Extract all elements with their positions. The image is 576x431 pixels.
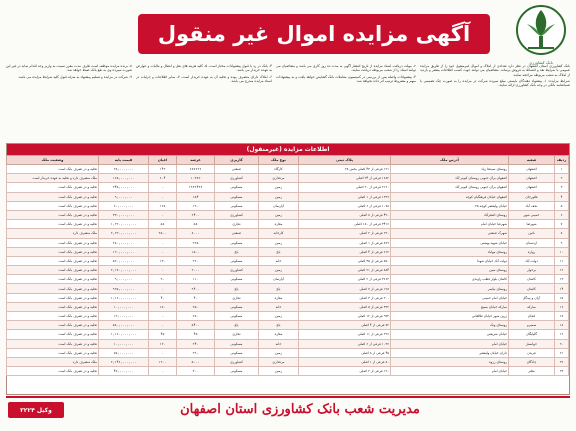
table-title: اطلاعات مزایده (غیرمنقول) bbox=[7, 144, 569, 155]
table-cell: ۲۸,۰۰۰,۰۰۰ bbox=[99, 165, 149, 174]
table-cell: ۹,۰۰۰,۰۰۰ bbox=[99, 192, 149, 201]
table-cell: ۸ bbox=[555, 229, 569, 238]
table-cell: ۱۵ bbox=[555, 293, 569, 302]
intro-paragraph: ۴- بانک در رد یا قبول پیشنهادات مختار است. ۵- کلیه هزینه های نقل و انتقال و مالیات و عوارض به عهده خریدار می باشد. bbox=[136, 64, 272, 73]
table-cell: ۲۲۰ فرعی از ۲ اصلی bbox=[299, 229, 391, 238]
table-cell: ۲۴۵,۰۰۰,۰۰۰ bbox=[99, 183, 149, 192]
table-cell: زمین bbox=[259, 348, 299, 357]
table-cell: ۲,۱۷۰,۰۰۰,۰۰۰ bbox=[99, 266, 149, 275]
table-cell: ۳۲۲ فرعی از ۵ اصلی bbox=[299, 302, 391, 311]
table-cell: ۱۵۴ bbox=[177, 192, 215, 201]
table-cell: ۷ bbox=[555, 220, 569, 229]
table-cell: روستای نیاسر bbox=[391, 284, 509, 293]
table-cell: مغازه bbox=[259, 293, 299, 302]
table-cell: باغ bbox=[259, 321, 299, 330]
table-cell: ۹۴۰۰ bbox=[177, 284, 215, 293]
table-cell: ۲۲۶ فرعی از ۱۱ اصلی bbox=[299, 330, 391, 339]
table-cell: مرغداری bbox=[259, 357, 299, 366]
table-row bbox=[7, 367, 569, 376]
table-cell: ۰ bbox=[149, 348, 177, 357]
table-cell: خیابان امام bbox=[391, 367, 509, 376]
table-cell: ۰ bbox=[149, 238, 177, 247]
table-cell: ۱۰,۰۰۰,۰۰۰ bbox=[99, 339, 149, 348]
header bbox=[0, 0, 576, 64]
table-cell: ۵۲۰,۰۰۰,۰۰۰ bbox=[99, 256, 149, 265]
table-cell: ۱۶ bbox=[555, 302, 569, 311]
table-cell: دولت آباد خیابان شهدا bbox=[391, 256, 509, 265]
table-cell: تخلیه و در تصرف بانک است bbox=[7, 312, 99, 321]
table-cell: ۴۵ bbox=[149, 330, 177, 339]
table-cell: ملک متصرف دارد و تخلیه به عهده خریدار است bbox=[7, 174, 99, 183]
table-cell: ۲۲۰ bbox=[177, 256, 215, 265]
table-cell: کشاورزی bbox=[215, 210, 259, 219]
logo-caption: بانک کشاورزی bbox=[529, 60, 553, 65]
table-row bbox=[7, 192, 569, 201]
page-title: آگهی مزایده اموال غیر منقول bbox=[138, 14, 490, 54]
table-cell: نجف آباد bbox=[509, 201, 555, 210]
table-cell: ۵۴۰۰ bbox=[177, 321, 215, 330]
table-cell: روستای ونک bbox=[391, 321, 509, 330]
table-cell: ۱۸۰ bbox=[149, 302, 177, 311]
table-cell: زمین bbox=[259, 192, 299, 201]
table-cell: تخلیه و در تصرف بانک است bbox=[7, 284, 99, 293]
table-cell: مرغداری bbox=[259, 174, 299, 183]
table-cell: تخلیه و در تصرف بانک است bbox=[7, 302, 99, 311]
table-cell: ۲۸۰ bbox=[177, 312, 215, 321]
table-cell: ۵۷۰ فرعی از ۳۵ اصلی bbox=[299, 256, 391, 265]
auction-table bbox=[6, 143, 570, 395]
table-cell: ۳۴۱۶ فرعی از ۱۸۰ اصلی bbox=[299, 220, 391, 229]
table-cell: ۷۲ فرعی از ۴ اصلی bbox=[299, 321, 391, 330]
table-cell: مسکونی bbox=[215, 192, 259, 201]
table-cell: شهرک صنعتی bbox=[391, 229, 509, 238]
table-cell: ۱۲۰ فرعی از ۲ اصلی bbox=[299, 367, 391, 376]
intro-column-4 bbox=[6, 64, 132, 140]
table-cell: ملک متصرف دارد bbox=[7, 357, 99, 366]
table-cell: ۲۳ bbox=[555, 367, 569, 376]
table-cell: ۲۰ bbox=[555, 339, 569, 348]
table-cell: مسکونی bbox=[215, 201, 259, 210]
table-cell: آران و بیدگل bbox=[509, 293, 555, 302]
table-cell: ۰ bbox=[149, 321, 177, 330]
table-cell: ۲۸۰,۰۰۰,۰۰۰ bbox=[99, 238, 149, 247]
table-cell: خانه bbox=[259, 339, 299, 348]
table-cell: آپارتمان bbox=[259, 275, 299, 284]
table-cell: ملک متصرف دارد bbox=[7, 229, 99, 238]
table-cell: مسکونی bbox=[215, 256, 259, 265]
table-cell: ۴ bbox=[555, 192, 569, 201]
table-cell: خانه bbox=[259, 256, 299, 265]
table-cell: ۴۸,۰۰۰,۰۰۰ bbox=[99, 367, 149, 376]
table-cell: روستای سین bbox=[391, 266, 509, 275]
table-cell: ۱۷ bbox=[555, 312, 569, 321]
column-header: قیمت پایه bbox=[99, 156, 149, 165]
table-row bbox=[7, 183, 569, 192]
table-row bbox=[7, 293, 569, 302]
table-cell: ۴۰ bbox=[177, 293, 215, 302]
table-cell: ۰ bbox=[149, 247, 177, 256]
table-cell: نطنز bbox=[509, 367, 555, 376]
table-cell: روستای مهاباد bbox=[391, 247, 509, 256]
table-cell: اصفهان bbox=[509, 165, 555, 174]
table-cell: باغ bbox=[215, 321, 259, 330]
table-cell: ۱۸ bbox=[555, 321, 569, 330]
table-cell: باغ bbox=[259, 247, 299, 256]
table-row bbox=[7, 321, 569, 330]
table-cell: تخلیه و در تصرف بانک است bbox=[7, 220, 99, 229]
table-cell: ۵۸۰,۰۰۰,۰۰۰ bbox=[99, 321, 149, 330]
table-cell: گلپایگان bbox=[509, 330, 555, 339]
table-cell: چادگان bbox=[509, 357, 555, 366]
table-cell: زمین bbox=[259, 312, 299, 321]
table-cell: تخلیه و در تصرف بانک است bbox=[7, 210, 99, 219]
table-cell: ۱۶۵,۰۰۰,۰۰۰ bbox=[99, 174, 149, 183]
table-cell: ۹۲۵,۰۰۰,۰۰۰ bbox=[99, 284, 149, 293]
table-cell: تخلیه و در تصرف بانک است bbox=[7, 275, 99, 284]
column-header: نوع ملک bbox=[259, 156, 299, 165]
table-cell: تجاری bbox=[215, 293, 259, 302]
table-cell: برخوار bbox=[509, 266, 555, 275]
table-cell: ۶۸۷۶۲۶ bbox=[177, 165, 215, 174]
table-cell: تخلیه و در تصرف بانک است bbox=[7, 339, 99, 348]
table-cell: کارخانه bbox=[259, 229, 299, 238]
table-cell: ۳۳۰,۰۰۰,۰۰۰ bbox=[99, 210, 149, 219]
table-cell: ۲۹۰ bbox=[177, 348, 215, 357]
table-cell: زمین bbox=[259, 238, 299, 247]
table-cell: ۲۱۹۰ فرعی از ۲۰ اصلی bbox=[299, 183, 391, 192]
intro-paragraph: ۹- شرکت در مزایده و تسلیم پیشنهاد به منزله قبول کلیه شرایط مزایده می باشد. bbox=[17, 74, 132, 79]
table-cell: مسکونی bbox=[215, 238, 259, 247]
column-header: شعبه bbox=[509, 156, 555, 165]
table-cell: لنجان bbox=[509, 312, 555, 321]
intro-column-3 bbox=[136, 64, 272, 140]
column-header: ردیف bbox=[555, 156, 569, 165]
table-cell: تخلیه و در تصرف بانک است bbox=[7, 266, 99, 275]
intro-text bbox=[6, 64, 570, 140]
table-cell: ۲۰۰ فرعی از ۳ اصلی bbox=[299, 293, 391, 302]
intro-paragraph: بانک کشاورزی استان اصفهان در نظر دارد تعدادی از املاک و اموال غیرمنقول خود را از طریق مزایده عمومی با شرایط نقد و اقساط به فروش برساند. متقاضیان می توانند جهت کسب اطلاعات بیشتر و بازدید از املاک به شعب مربوطه مراجعه نمایند. bbox=[420, 64, 570, 77]
intro-paragraph: ۳- پیشنهادات واصله پس از بررسی در کمیسیون معاملات بانک گشایش خواهد یافت و به پیشنهادات مبهم و مشروط ترتیب اثر داده نخواهد شد. bbox=[276, 74, 416, 83]
table-cell: زمین bbox=[259, 266, 299, 275]
table-cell: ۲۰۰۰ bbox=[177, 266, 215, 275]
column-header: اعیان bbox=[149, 156, 177, 165]
table-row bbox=[7, 348, 569, 357]
table-cell: سمیرم bbox=[509, 321, 555, 330]
table-cell: تخلیه و در تصرف بانک است bbox=[7, 247, 99, 256]
table-row bbox=[7, 302, 569, 311]
table-cell: تخلیه و در تصرف بانک است bbox=[7, 192, 99, 201]
table-cell: کاشان bbox=[509, 284, 555, 293]
table-cell: ۵ bbox=[555, 201, 569, 210]
table-cell: ۱,۲۲۰,۰۰۰,۰۰۰ bbox=[99, 220, 149, 229]
table-cell: ۰ bbox=[149, 266, 177, 275]
table-cell: تجاری bbox=[215, 330, 259, 339]
table-cell: روستای رزوه bbox=[391, 357, 509, 366]
table-cell: نائین bbox=[509, 229, 555, 238]
table-cell: تخلیه و در تصرف بانک است bbox=[7, 348, 99, 357]
table-cell: ۲ bbox=[555, 174, 569, 183]
column-header: پلاک ثبتی bbox=[299, 156, 391, 165]
table-cell: باغ bbox=[215, 284, 259, 293]
table-header-row bbox=[7, 156, 569, 165]
table-cell: مسکونی bbox=[215, 312, 259, 321]
table-cell: داران خیابان ولیعصر bbox=[391, 348, 509, 357]
table-cell: ۰ bbox=[149, 367, 177, 376]
table-cell: تخلیه و در تصرف بانک است bbox=[7, 238, 99, 247]
table-cell: ۶۰,۰۰۰,۰۰۰ bbox=[99, 201, 149, 210]
table-cell: زواره bbox=[509, 247, 555, 256]
publication-badge: وکیل ۳۲۲۴ bbox=[8, 402, 64, 418]
table-cell: ۱۳۹۹ فرعی از ۱ اصلی bbox=[299, 192, 391, 201]
table-cell: خوانسار bbox=[509, 339, 555, 348]
table-cell: ۴۰ bbox=[149, 293, 177, 302]
table-cell: ۶ bbox=[555, 210, 569, 219]
table-cell: مبارکه خیابان بسیج bbox=[391, 302, 509, 311]
table-cell: مسکونی bbox=[215, 275, 259, 284]
table-cell: ۹ bbox=[555, 238, 569, 247]
intro-paragraph: ۸- برنده مزایده موظف است ظرف مدت مقرر نسبت به واریز وجه اقدام نماید در غیر این صورت سپرده وی به نفع بانک ضبط خواهد شد. bbox=[6, 64, 132, 73]
table-cell: تخلیه و در تصرف بانک است bbox=[7, 330, 99, 339]
table-cell: تخلیه و در تصرف بانک است bbox=[7, 293, 99, 302]
table-cell: شهرضا bbox=[509, 220, 555, 229]
table-row bbox=[7, 174, 569, 183]
table-cell: کارگاه bbox=[259, 165, 299, 174]
table-cell: خیابان امام خمینی bbox=[391, 293, 509, 302]
table-cell: تخلیه و در تصرف بانک است bbox=[7, 201, 99, 210]
table-cell: تخلیه و در تصرف بانک است bbox=[7, 256, 99, 265]
table-cell: مسکونی bbox=[215, 367, 259, 376]
table-cell: آپارتمان bbox=[259, 201, 299, 210]
table-row bbox=[7, 357, 569, 366]
table-cell: ۱۵۰۰ bbox=[177, 247, 215, 256]
table-row bbox=[7, 256, 569, 265]
table-cell: ۱۰ bbox=[555, 247, 569, 256]
table-row bbox=[7, 266, 569, 275]
table-cell: فلاورجان bbox=[509, 192, 555, 201]
table-row bbox=[7, 312, 569, 321]
table-cell: ۱۲۰,۰۰۰,۰۰۰ bbox=[99, 247, 149, 256]
table-cell: ۱۶۸۲ فرعی از ۲۴ اصلی bbox=[299, 174, 391, 183]
table-cell: ۱۲۱ فرعی از ۴۳ اصلی بخش ۲۸ bbox=[299, 165, 391, 174]
footer-divider bbox=[6, 396, 570, 398]
table-cell: مبارکه bbox=[509, 302, 555, 311]
table-cell: ۲,۱۴۶,۰۰۰,۰۰۰ bbox=[99, 357, 149, 366]
table-cell: مسکونی bbox=[215, 302, 259, 311]
table-cell: روستای اصغرآباد bbox=[391, 210, 509, 219]
table-cell: ۸۸۴ فرعی از ۲۱ اصلی bbox=[299, 266, 391, 275]
footer-signature: مدیریت شعب بانک کشاورزی استان اصفهان bbox=[180, 402, 420, 417]
table-cell: ۰ bbox=[149, 312, 177, 321]
table-cell: ۳ bbox=[555, 183, 569, 192]
table-cell: ۵۰۰۰ bbox=[177, 357, 215, 366]
table-cell: ۸۰۰۰ bbox=[177, 229, 215, 238]
table-cell: تخلیه و در تصرف بانک است bbox=[7, 183, 99, 192]
table-cell: باغ bbox=[215, 247, 259, 256]
column-header: عرصه bbox=[177, 156, 215, 165]
table-cell: ۱۲۰۰ bbox=[149, 357, 177, 366]
table-cell: ۶۱۲ فرعی از ۴ اصلی bbox=[299, 247, 391, 256]
table-cell: شهرضا خیابان امام bbox=[391, 220, 509, 229]
table-cell: اصفهان خیابان فرهنگیان کوچه bbox=[391, 192, 509, 201]
table-cell: کاشان bbox=[509, 275, 555, 284]
table-cell: مسکونی bbox=[215, 183, 259, 192]
table-cell: ۲۵۰۰ bbox=[149, 229, 177, 238]
table-cell: ۱۱ bbox=[555, 256, 569, 265]
table-cell: ۱۳ bbox=[555, 275, 569, 284]
table-cell: مغازه bbox=[259, 220, 299, 229]
table-cell: ۰ bbox=[149, 183, 177, 192]
table-cell: ۱۲,۰۰۰,۰۰۰ bbox=[99, 312, 149, 321]
table-cell: کشاورزی bbox=[215, 357, 259, 366]
table-cell: تخلیه و در تصرف بانک است bbox=[7, 367, 99, 376]
table-cell: زرین شهر خیابان طالقانی bbox=[391, 312, 509, 321]
table-cell: ۱۴ bbox=[555, 284, 569, 293]
table-cell: تجاری bbox=[215, 220, 259, 229]
table-cell: خیابان امام bbox=[391, 339, 509, 348]
table-cell: ۱۰۳۸۲ bbox=[177, 174, 215, 183]
table-cell: ۱۲۰ bbox=[149, 339, 177, 348]
table-cell: ۱ bbox=[555, 165, 569, 174]
table-cell: ۲۲ bbox=[555, 357, 569, 366]
table-row bbox=[7, 284, 569, 293]
intro-paragraph: ۶- املاک دارای متصرف بوده و تخلیه آن به عهده خریدار است. ۷- سایر اطلاعات و جزئیات در اسناد مزایده مندرج می باشد. bbox=[136, 74, 272, 83]
table-cell: مسکونی bbox=[215, 339, 259, 348]
table-cell: ۹,۰۰۰,۰۰۰ bbox=[99, 275, 149, 284]
table-body bbox=[7, 165, 569, 376]
table-cell: فریدن bbox=[509, 348, 555, 357]
table-cell: اصفهان bbox=[509, 183, 555, 192]
table-cell: ۳۶۶۲ فرعی از ۲ اصلی bbox=[299, 275, 391, 284]
table-cell: ۷۵,۰۰۰,۰۰۰ bbox=[99, 348, 149, 357]
table-cell: ۰ bbox=[149, 210, 177, 219]
table-cell: ۱,۱۶۰,۰۰۰,۰۰۰ bbox=[99, 293, 149, 302]
property-table bbox=[6, 155, 569, 376]
table-cell: ۱۳۰ bbox=[149, 256, 177, 265]
table-cell: ۵۸ bbox=[177, 220, 215, 229]
footer bbox=[0, 396, 576, 431]
table-row bbox=[7, 229, 569, 238]
table-cell: زمین bbox=[259, 210, 299, 219]
table-cell: ۱۲۸ فرعی از ۷ اصلی bbox=[299, 284, 391, 293]
table-row bbox=[7, 201, 569, 210]
table-cell: ۹۳۲ فرعی از ۱۲ اصلی bbox=[299, 312, 391, 321]
table-cell: اصفهان برآن جنوبی روستای کبوتر آباد bbox=[391, 174, 509, 183]
table-cell: خیابان شریعتی bbox=[391, 330, 509, 339]
table-row bbox=[7, 275, 569, 284]
table-row bbox=[7, 339, 569, 348]
table-cell: ۴۵ فرعی از ۸ اصلی bbox=[299, 348, 391, 357]
table-cell: مسکونی bbox=[215, 348, 259, 357]
table-row bbox=[7, 165, 569, 174]
table-cell: ۸۲۹ فرعی از ۱ اصلی bbox=[299, 238, 391, 247]
intro-column-1 bbox=[420, 64, 570, 140]
table-cell: ۰ bbox=[149, 192, 177, 201]
table-cell: روستای سیدها زیاد bbox=[391, 165, 509, 174]
table-cell: زمین bbox=[259, 367, 299, 376]
table-row bbox=[7, 247, 569, 256]
table-cell: کاشان بلوار قطب راوندی bbox=[391, 275, 509, 284]
table-cell: ۱۹۳۶۴۳۶ bbox=[177, 183, 215, 192]
table-cell: اصفهان برآن جنوبی روستای کبوتر آباد bbox=[391, 183, 509, 192]
table-cell: خیابان شهید بهشتی bbox=[391, 238, 509, 247]
table-cell: ۲۴۰۰ bbox=[177, 210, 215, 219]
table-cell: ۲,۲۲۰,۰۰۰,۰۰۰ bbox=[99, 229, 149, 238]
column-header: وضعیت ملک bbox=[7, 156, 99, 165]
table-cell: کشاورزی bbox=[215, 174, 259, 183]
table-cell: ۴۵ bbox=[177, 330, 215, 339]
table-row bbox=[7, 210, 569, 219]
table-cell: ۰ bbox=[149, 284, 177, 293]
table-cell: تخلیه و در تصرف بانک است bbox=[7, 165, 99, 174]
table-cell: زمین bbox=[259, 183, 299, 192]
table-cell: ۲۲۵ bbox=[177, 238, 215, 247]
table-cell: باغ bbox=[259, 284, 299, 293]
table-cell: ۱۰۷۸ فرعی از ۶ اصلی bbox=[299, 201, 391, 210]
intro-paragraph: شرایط مزایده: ۱- پیشنهاد دهندگان بایستی مبلغ سپرده شرکت در مزایده را به صورت چک تضمینی یا ضمانتنامه بانکی در وجه بانک کشاورزی ارائه نمایند. bbox=[420, 78, 570, 88]
table-cell: ۱۲۸ bbox=[149, 201, 177, 210]
table-cell: ۱۹۰ bbox=[177, 201, 215, 210]
table-cell: ۹۰ bbox=[149, 275, 177, 284]
table-cell: خیابان ولیعصر کوچه ۲۵ bbox=[391, 201, 509, 210]
table-cell: ۶۰۴ bbox=[149, 174, 177, 183]
table-cell: ۱۰,۰۰۰,۰۰۰ bbox=[99, 302, 149, 311]
table-cell: صنعتی bbox=[215, 165, 259, 174]
table-row bbox=[7, 330, 569, 339]
column-header: آدرس ملک bbox=[391, 156, 509, 165]
table-cell: مغازه bbox=[259, 330, 299, 339]
table-cell: اردستان bbox=[509, 238, 555, 247]
table-cell: ۵۸ bbox=[149, 220, 177, 229]
table-cell: کشاورزی bbox=[215, 266, 259, 275]
table-cell: ۴۲۰ فرعی از ۸ اصلی bbox=[299, 210, 391, 219]
table-cell: ۱,۱۶۰,۰۰۰,۰۰۰ bbox=[99, 330, 149, 339]
bank-logo bbox=[512, 2, 570, 62]
column-header: کاربری bbox=[215, 156, 259, 165]
table-cell: ۱۴۲ bbox=[149, 165, 177, 174]
table-row bbox=[7, 238, 569, 247]
table-cell: صنعتی bbox=[215, 229, 259, 238]
table-cell: خمینی شهر bbox=[509, 210, 555, 219]
table-cell: دولت آباد bbox=[509, 256, 555, 265]
table-cell: ۳۰۰ bbox=[177, 367, 215, 376]
table-cell: ۱۹ bbox=[555, 330, 569, 339]
table-cell: ۱۰۳۶ فرعی از ۶ اصلی bbox=[299, 339, 391, 348]
table-cell: ۲۴۰ bbox=[177, 339, 215, 348]
table-cell: خانه bbox=[259, 302, 299, 311]
table-cell: ۸۰ فرعی از ۱ اصلی bbox=[299, 357, 391, 366]
table-row bbox=[7, 220, 569, 229]
table-cell: ۱۲ bbox=[555, 266, 569, 275]
table-cell: ۲۱ bbox=[555, 348, 569, 357]
table-cell: ۲۵۰ bbox=[177, 302, 215, 311]
intro-column-2 bbox=[276, 64, 416, 140]
table-cell: تخلیه و در تصرف بانک است bbox=[7, 321, 99, 330]
table-cell: ۱۱۰ bbox=[177, 275, 215, 284]
intro-paragraph: ۲- مهلت دریافت اسناد مزایده از تاریخ انتشار آگهی به مدت ده روز کاری می باشد و متقاضیان می توانند اسناد را از شعب مربوطه دریافت نمایند. bbox=[276, 64, 416, 73]
table-cell: اصفهان bbox=[509, 174, 555, 183]
